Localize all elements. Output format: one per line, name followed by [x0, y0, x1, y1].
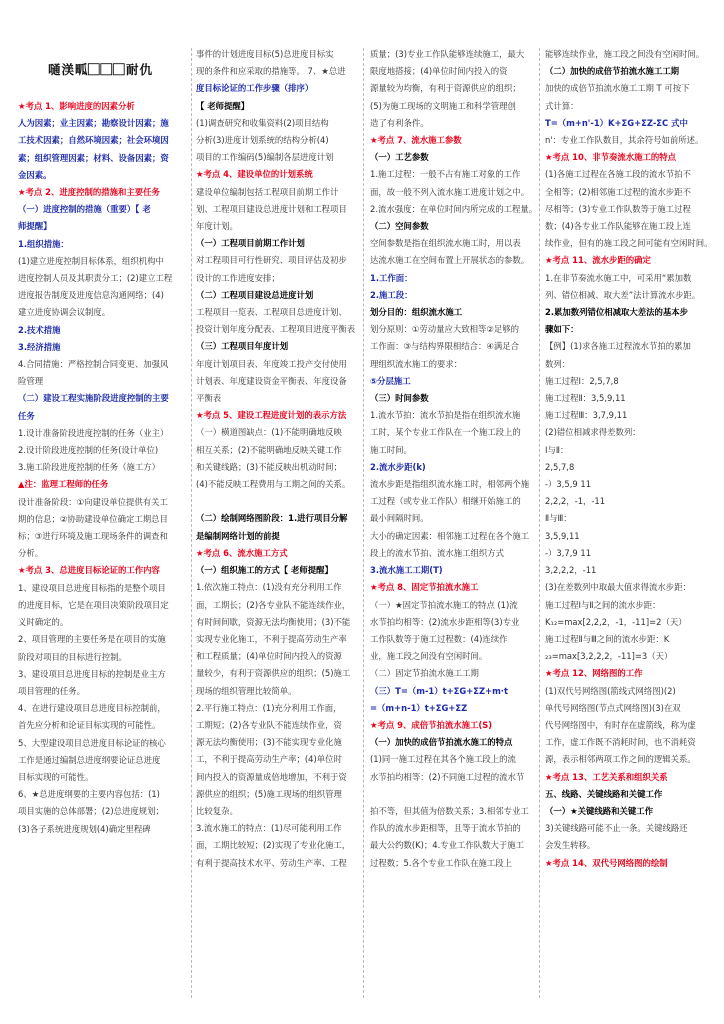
section-heading: ★考点 12、网络图的工作 [545, 668, 643, 679]
text-line: 实现专业化施工，不利于提高劳动生产率 [196, 633, 347, 644]
text-line: 2.累加数列错位相减取大差法的基本步 [545, 307, 689, 318]
text-line: 3.流水施工的特点：(1)尽可能利用工作 [196, 823, 342, 834]
text-line: T=（m+n'-1）K+ΣG+ΣZ-ΣC 式中 [545, 117, 688, 128]
text-line: 施工过程Ⅱ与Ⅲ之间的流水步距：K [545, 633, 670, 644]
text-line: 项目实施的总体部署；(2)总进度规划； [18, 806, 164, 817]
text-line: 1.组织措施： [18, 238, 69, 249]
text-line: 建设单位编制包括工程项目前期工作计 [196, 186, 339, 197]
column-divider [363, 48, 364, 998]
section-heading: ★考点 13、工艺关系和组织关系 [545, 771, 668, 782]
text-line: 4、在进行建设项目总进度目标控制前， [18, 703, 166, 714]
text-line: 1.施工过程：一般不占有施工对象的工作 [370, 169, 521, 180]
text-line: 造了有利条件。 [370, 117, 429, 128]
text-line: 投资计划年度分配表、工程项目进度平衡表 [196, 324, 356, 335]
text-line: （一）工艺参数 [370, 152, 429, 163]
text-line: 阶段对项目的目标进行控制。 [18, 651, 127, 662]
text-line: 年度计划。 [196, 221, 238, 232]
text-line: (3)在差数列中取最大值求得流水步距： [545, 582, 691, 593]
section-heading: ★考点 10、非节奏流水施工的特点 [545, 152, 676, 163]
text-line: （三）工程项目年度计划 [196, 341, 289, 352]
text-line: 对工程项目可行性研究、项目评估及初步 [196, 255, 347, 266]
text-line: 2.流水强度：在单位时间内所完成的工程量。 [370, 203, 538, 214]
section-heading: ★考点 11、流水步距的确定 [545, 255, 651, 266]
section-heading: ★考点 5、建设工程进度计划的表示方法 [196, 410, 347, 421]
text-line: 量较少，有利于资源供应的组织；(5)施工 [196, 668, 351, 679]
text-line: 最大公约数(K)；4.专业工作队数大于施工 [370, 840, 525, 851]
text-line: 会发生转移。 [545, 840, 596, 851]
text-line: 达流水施工在空间布置上开展状态的参数。 [370, 255, 530, 266]
text-line: 工作是通过编制总进度纲要论证总进度 [18, 754, 161, 765]
text-line: 期的信息；②协助建设单位确定工期总目 [18, 513, 168, 524]
text-line: Ⅰ与Ⅱ： [545, 444, 569, 455]
text-line: K₁₂=max[2,2,2，-1，-11]=2（天） [545, 616, 687, 627]
section-heading: ★考点 9、成倍节拍流水施工(S) [370, 719, 493, 730]
text-line: （一）★关键线路和关键工作 [545, 805, 654, 816]
text-line: 1.设计准备阶段进度控制的任务（业主） [18, 427, 169, 438]
text-line: 最小间隔时间。 [370, 513, 429, 524]
text-line: Ⅱ与Ⅲ： [545, 513, 572, 524]
text-line: 过程数；5.各个专业工作队在施工段上 [370, 857, 512, 868]
text-line: 现的条件和应采取的措施等。 7、★总进 [196, 66, 346, 77]
text-line [196, 493, 368, 510]
text-line: 源，表示相邻两项工作之间的逻辑关系。 [545, 754, 696, 765]
column-3 [370, 46, 542, 1008]
text-line: 1.工作面： [370, 272, 413, 283]
text-line: （二）绘制网络图阶段：1.进行项目分解 [196, 513, 348, 524]
text-line: 比较复杂。 [196, 805, 238, 816]
text-line: 平衡表 [196, 393, 222, 404]
text-line: 工过程（或专业工作队）相继开始施工的 [370, 496, 521, 507]
text-line: (1)建立进度控制目标体系，组织机构中 [18, 255, 164, 266]
text-line: 源量较为均衡，有利于资源供应的组织； [370, 83, 521, 94]
text-line: 加快的成倍节拍流水施工工期 T 可按下 [545, 83, 690, 94]
column-1 [18, 98, 190, 1008]
section-heading: ★考点 1、影响进度的因素分析 [18, 101, 135, 111]
text-line: (1)同一施工过程在其各个施工段上的流 [370, 754, 516, 765]
text-line: (2)错位相减求得差数列： [545, 427, 641, 438]
text-line: 骤如下： [545, 324, 579, 335]
text-line: 2,2,2，-1，-11 [545, 496, 606, 507]
text-line: 3.流水施工工期(T) [370, 565, 443, 576]
text-line: 【例】(1)求各施工过程流水节拍的累加 [545, 341, 691, 352]
section-heading: ▲注：监理工程师的任务 [18, 479, 109, 490]
text-line: 式计算： [545, 100, 579, 111]
text-line: 列、错位相减、取大差”法计算流水步距。 [545, 289, 701, 300]
text-line: (1)各施工过程在各施工段的流水节拍不 [545, 169, 691, 180]
text-line: 工作队数等于施工过程数：(4)连续作 [370, 633, 508, 644]
column-divider [191, 48, 192, 998]
column-2 [196, 46, 368, 1008]
text-line: 项目的工作编码(5)编制各层进度计划 [196, 152, 334, 163]
text-line: 3,5,9,11 [545, 530, 580, 541]
text-line: 有时间间歇，资源无法均衡使用；(3)不能 [196, 616, 351, 627]
text-line: 事件的计划进度目标(5)总进度目标实 [196, 49, 334, 59]
text-line: (4)不能反映工程费用与工期之间的关系。 [196, 479, 351, 490]
text-line: 设计准备阶段：①向建设单位提供有关工 [18, 496, 168, 507]
text-line: (1)双代号网络图(箭线式网络图)(2) [545, 685, 676, 696]
text-line: 空间参数是指在组织流水施工时，用以表 [370, 238, 521, 249]
text-line: 段上的流水节拍、流水施工组织方式 [370, 547, 504, 558]
text-line: 施工过程Ⅰ：2,5,7,8 [545, 375, 619, 386]
text-line: 工作面：③与结构界限相结合：④满足合 [370, 341, 520, 352]
section-heading: ★考点 2、进度控制的措施和主要任务 [18, 187, 160, 198]
text-line: 单代号网络图(节点式网络图)(3)在双 [545, 702, 681, 713]
text-line: 1.在非节奏流水施工中，可采用“累加数 [545, 272, 692, 283]
text-line: 源无法均衡使用；(3)不能实现专业化施 [196, 737, 342, 748]
text-line: 金因素。 [18, 169, 52, 180]
text-line: 源供应的组织；(5)施工现场的组织管理 [196, 788, 342, 799]
section-heading: ★考点 14、双代号网络图的绘制 [545, 857, 668, 868]
text-line: 3、建设项目总进度目标的控制是业主方 [18, 668, 166, 679]
text-line: （二）建设工程实施阶段进度控制的主要 [18, 393, 169, 404]
text-line: 施工过程Ⅰ与Ⅱ之间的流水步距： [545, 599, 661, 610]
page-title: 嗵渼畖⃞⃞⃞耐仇 [48, 62, 154, 77]
text-line: 3,2,2,2，-11 [545, 565, 597, 576]
text-line: 分析。 [18, 548, 44, 559]
text-line: 任务 [18, 410, 35, 421]
text-line: 师提醒】 [18, 221, 52, 232]
text-line: (1)调查研究和收集资料(2)项目结构 [196, 117, 329, 128]
text-line: 首先应分析和论证目标实现的可能性。 [18, 720, 161, 731]
text-line: 3.施工阶段进度控制的任务（施工方） [18, 462, 160, 473]
text-line: 年度计划项目表、年度竣工投产交付使用 [196, 358, 347, 369]
text-line: 1.流水节拍：流水节拍是指在组织流水施 [370, 410, 521, 421]
text-line: 度目标论证的工作步骤（排序） [196, 83, 314, 94]
text-line: 素；组织管理因素；材料、设备因素；资 [18, 152, 169, 163]
text-line: （三）时间参数 [370, 393, 429, 404]
text-line [370, 786, 542, 803]
text-line: 面，工期比较短；(2)实现了专业化施工， [196, 840, 351, 851]
text-line: 和工程质量；(4)单位时间内投入的资源 [196, 651, 342, 662]
text-line: 建立进度协调会议制度。 [18, 307, 111, 318]
text-line: (3)各子系统进度规划(4)确定里程碑 [18, 823, 151, 834]
text-line: 计划表、年度建设资金平衡表、年度设备 [196, 375, 347, 386]
text-line: -）3,5,9 11 [545, 479, 592, 490]
text-line: 进度报告制度及进度信息沟通网络；(4) [18, 290, 164, 301]
text-line: 2.流水步距(k) [370, 461, 426, 472]
text-line: （一）组织施工的方式【 老师提醒】 [196, 565, 333, 576]
text-line: 业，施工段之间没有空闲时间。 [370, 651, 488, 662]
text-line: 施工过程Ⅱ：3,5,9,11 [545, 393, 626, 404]
text-line: 划分原则：①劳动量应大致相等②足够的 [370, 324, 520, 335]
text-line: （一）★固定节拍流水施工的特点 (1)流 [370, 599, 518, 610]
text-line: 和关键线路；(3)不能反映出机动时间； [196, 461, 342, 472]
text-line: （二）加快的成倍节拍流水施工工期 [545, 66, 679, 77]
text-line: 施工过程Ⅲ：3,7,9,11 [545, 410, 628, 421]
text-line: 限度地搭接；(4)单位时间内投入的资 [370, 66, 508, 77]
text-line: 全相等；(2)相邻施工过程的流水步距不 [545, 186, 691, 197]
text-line: （三）T=（m-1）t+ΣG+ΣZ+m·t [370, 685, 508, 696]
text-line: 2,5,7,8 [545, 461, 575, 472]
text-line: 施工时间。 [370, 444, 412, 455]
text-line: 是编制网络计划的前提 [196, 530, 280, 541]
text-line: 1.依次施工特点：(1)没有充分利用工作 [196, 582, 342, 593]
text-line: 的进度目标，它是在项目决策阶段项目定 [18, 599, 169, 610]
section-heading: ★考点 7、流水施工参数 [370, 135, 462, 146]
text-line: 拍不等，但其值为倍数关系；3.相邻专业工 [370, 805, 529, 816]
text-line: 1、建设项目总进度目标指的是整个项目 [18, 582, 166, 593]
text-line: 面，工期长；(2)各专业队不能连续作业， [196, 599, 351, 610]
text-line: 理组织流水施工的要求： [370, 358, 463, 369]
text-line: （二）空间参数 [370, 221, 429, 232]
text-line: 续作业，但有的施工段之间可能有空闲时间。 [545, 238, 713, 249]
text-line: 义时确定的。 [18, 617, 69, 628]
text-line: 大小的确定因素：相邻施工过程在各个施工 [370, 530, 530, 541]
text-line: 现场的组织管理比较简单。 [196, 685, 297, 696]
text-line: 设计的工作进度安排； [196, 272, 280, 283]
text-line: 3)关键线路可能不止一条。关键线路还 [545, 823, 688, 834]
text-line: 险管理 [18, 376, 44, 387]
text-line: 目标实现的可能性。 [18, 771, 94, 782]
text-line: 2、项目管理的主要任务是在项目的实施 [18, 634, 166, 645]
text-line: （二）工程项目建设总进度计划 [196, 289, 314, 300]
text-line: =（m+n-1）t+ΣG+ΣZ [370, 702, 468, 713]
text-line: 6、★总进度纲要的主要内容包括：(1) [18, 789, 160, 800]
column-divider [539, 48, 540, 998]
text-line: （一）加快的成倍节拍流水施工的特点 [370, 737, 513, 748]
text-line: 工期短；(2)各专业队不能连续作业，资 [196, 719, 342, 730]
text-line: 项目管理的任务。 [18, 685, 85, 696]
text-line: 工程项目一览表、工程项目总进度计划、 [196, 307, 347, 318]
text-line: 能够连续作业，施工段之间没有空闲时间。 [545, 49, 705, 59]
text-line: （一）进度控制的措施（重要）【 老 [18, 204, 151, 215]
text-line: （一）工程项目前期工作计划 [196, 238, 305, 249]
text-line: 间内投入的资源量成倍地增加，不利于资 [196, 771, 347, 782]
text-line: 工，不利于提高劳动生产率；(4)单位时 [196, 754, 342, 765]
text-line: 相互关系；(2)不能明确地反映关键工作 [196, 444, 342, 455]
text-line: 数；(4)各专业工作队能够在施工段上连 [545, 221, 691, 232]
text-line: 质量；(3)专业工作队能够连续施工，最大 [370, 49, 525, 59]
text-line: （二）固定节拍流水施工工期 [370, 668, 479, 679]
text-line: 5、大型建设项目总进度目标论证的核心 [18, 737, 166, 748]
text-line: 4.合同措施：严格控制合同变更、加强风 [18, 359, 169, 370]
text-line: 3.经济措施 [18, 341, 61, 352]
text-line: 【 老师提醒】 [196, 100, 250, 111]
text-line: 2.平行施工特点：(1)充分利用工作面， [196, 702, 342, 713]
text-line: 2.技术措施 [18, 324, 61, 335]
section-heading: ★考点 6、流水施工方式 [196, 547, 288, 558]
section-heading: ★考点 3、总进度目标论证的工作内容 [18, 565, 160, 576]
text-line: 划、工程项目建设总进度计划和工程项目 [196, 203, 347, 214]
text-line: （一）横道图缺点：(1)不能明确地反映 [196, 427, 342, 438]
text-line: 尽相等；(3)专业工作队数等于施工过程 [545, 203, 691, 214]
text-line: ₂₃=max[3,2,2,2，-11]=3（天） [545, 651, 673, 662]
text-line: 工时，某个专业工作队在一个施工段上的 [370, 427, 521, 438]
text-line: 2.施工段： [370, 289, 413, 300]
text-line: 五、线路、关键线路和关键工作 [545, 788, 663, 799]
text-line: 分析(3)进度计划系统的结构分析(4) [196, 135, 329, 146]
column-4 [545, 46, 716, 1008]
text-line: -）3,7,9 11 [545, 547, 592, 558]
section-heading: ★考点 8、固定节拍流水施工 [370, 582, 479, 593]
text-line: 面，故一般不列入流水施工进度计划之中。 [370, 186, 530, 197]
text-line: 流水步距是指组织流水施工时，相邻两个施 [370, 479, 530, 490]
text-line: 标；③进行环境及施工现场条件的调查和 [18, 531, 168, 542]
text-line: n'：专业工作队数目，其余符号如前所述。 [545, 135, 704, 146]
text-line: 有利于提高技术水平、劳动生产率、工程 [196, 857, 347, 868]
text-line: 人为因素；业主因素；勘察设计因素；施 [18, 118, 169, 129]
section-heading: ★考点 4、建设单位的计划系统 [196, 169, 313, 180]
text-line: 进度控制人员及其职责分工；(2)建立工程 [18, 273, 173, 284]
text-line: 水节拍均相等：(2)流水步距相等(3)专业 [370, 616, 520, 627]
text-line: 作队的流水步距相等，且等于流水节拍的 [370, 823, 521, 834]
text-line: 工技术因素；自然环境因素；社会环境因 [18, 135, 169, 146]
text-line: 水节拍均相等：(2)不同施工过程的流水节 [370, 771, 525, 782]
text-line: 数列： [545, 358, 571, 369]
text-line: 划分目的：组织流水施工 [370, 307, 463, 318]
text-line: 工作，虚工作既不消耗时间，也不消耗资 [545, 737, 696, 748]
text-line: 代号网络图中，有时存在虚箭线，称为虚 [545, 719, 696, 730]
text-line: 2.设计阶段进度控制的任务(设计单位) [18, 445, 159, 456]
text-line: ⑤分层施工 [370, 375, 411, 386]
text-line: (5)为施工现场的文明施工和科学管理创 [370, 100, 516, 111]
